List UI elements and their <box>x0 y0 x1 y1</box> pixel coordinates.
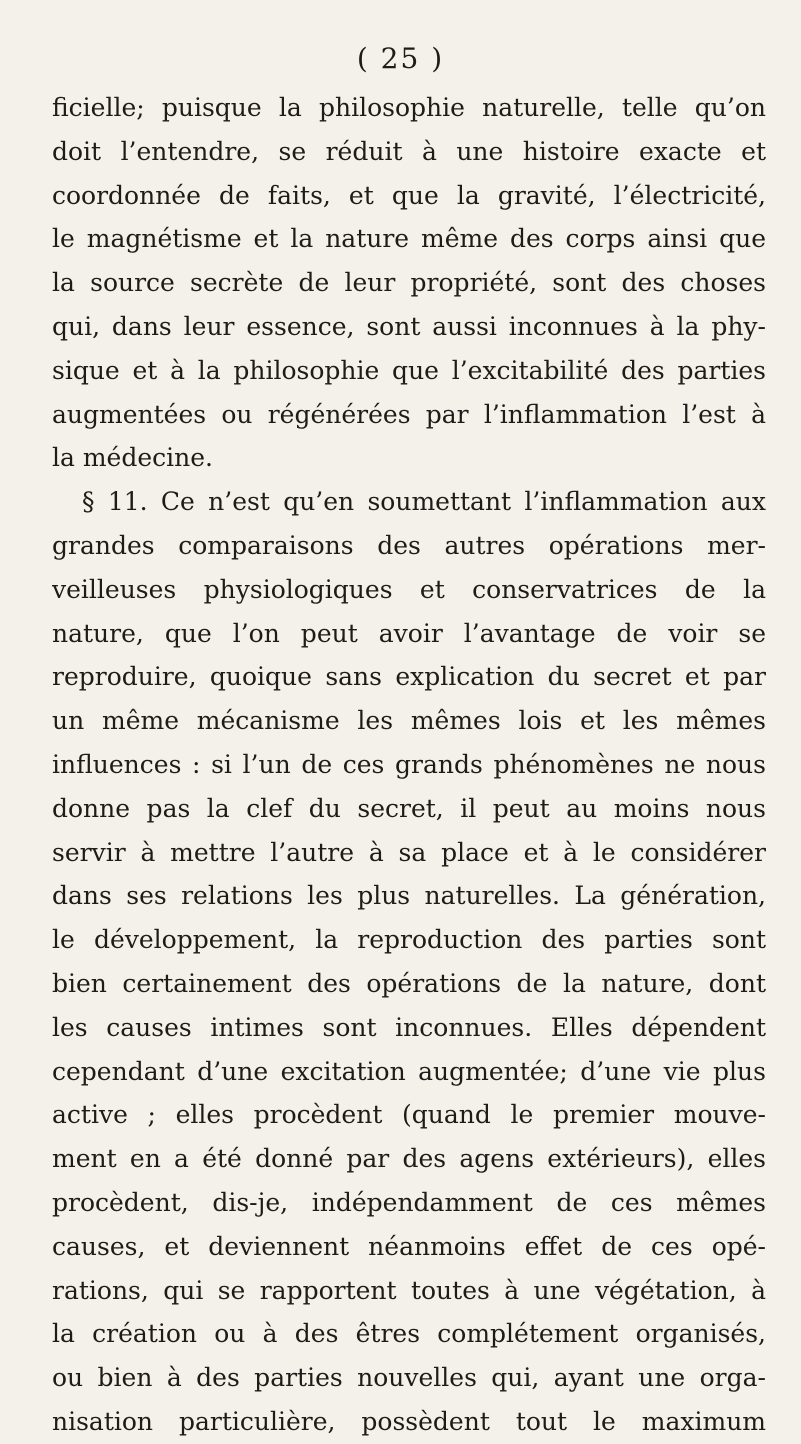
text-line: influences : si l’un de ces grands phénomènes ne nous <box>52 749 766 779</box>
text-line: donne pas la clef du secret, il peut au moins nous <box>52 793 766 823</box>
text-line: qui, dans leur essence, sont aussi inconnues à la phy- <box>52 311 766 341</box>
text-line: coordonnée de faits, et que la gravité, l’électricité, <box>52 180 766 210</box>
body-text <box>52 86 766 1444</box>
text-line: la source secrète de leur propriété, sont des choses <box>52 268 766 298</box>
page-number: ( 25 ) <box>356 42 445 75</box>
text-line: sique et à la philosophie que l’excitabilité des parties <box>52 355 766 385</box>
text-line: la création ou à des êtres complétement organisés, <box>52 1319 766 1349</box>
text-line: la médecine. <box>52 443 213 473</box>
text-line: le développement, la reproduction des parties sont <box>52 925 766 955</box>
text-line: cependant d’une excitation augmentée; d’une vie plus <box>52 1056 766 1086</box>
text-line: nisation particulière, possèdent tout le maximum <box>52 1406 766 1436</box>
text-line: dans ses relations les plus naturelles. La génération, <box>52 881 766 911</box>
text-line: rations, qui se rapportent toutes à une végétation, à <box>52 1275 766 1305</box>
text-line: ment en a été donné par des agens extérieurs), elles <box>52 1144 766 1174</box>
text-line: augmentées ou régénérées par l’inflammation l’est à <box>52 399 766 429</box>
text-line: le magnétisme et la nature même des corps ainsi que <box>52 224 766 254</box>
text-line: ficielle; puisque la philosophie naturelle, telle qu’on <box>52 93 766 122</box>
section-heading-line: § 11. Ce n’est qu’en soumettant l’inflammation aux <box>82 487 766 517</box>
text-line: reproduire, quoique sans explication du secret et par <box>52 662 766 692</box>
text-line: un même mécanisme les mêmes lois et les mêmes <box>52 706 766 736</box>
text-line: veilleuses physiologiques et conservatrices de la <box>52 574 766 604</box>
text-line: procèdent, dis-je, indépendamment de ces mêmes <box>52 1187 766 1217</box>
text-line: doit l’entendre, se réduit à une histoire exacte et <box>52 136 766 166</box>
text-line: active ; elles procèdent (quand le premier mouve- <box>52 1100 766 1130</box>
text-line: bien certainement des opérations de la nature, dont <box>52 968 766 998</box>
text-line: nature, que l’on peut avoir l’avantage de voir se <box>52 618 766 648</box>
text-line: servir à mettre l’autre à sa place et à le considérer <box>52 837 766 867</box>
text-line: ou bien à des parties nouvelles qui, ayant une orga- <box>52 1363 766 1393</box>
text-line: les causes intimes sont inconnues. Elles dépendent <box>52 1012 766 1042</box>
text-line: grandes comparaisons des autres opérations mer- <box>52 530 766 560</box>
text-line: causes, et deviennent néanmoins effet de ces opé- <box>52 1231 766 1261</box>
